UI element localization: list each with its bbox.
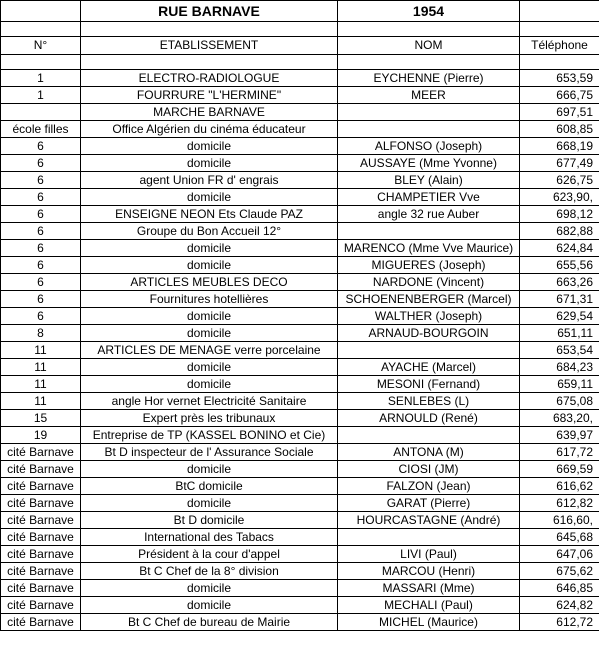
title-empty-cell — [520, 1, 599, 22]
cell-etablissement: Entreprise de TP (KASSEL BONINO et Cie) — [81, 427, 338, 444]
cell-telephone: 639,97 — [520, 427, 599, 444]
cell-telephone: 698,12 — [520, 206, 599, 223]
cell-etablissement: domicile — [81, 597, 338, 614]
cell-num: cité Barnave — [1, 529, 81, 546]
cell-nom: MECHALI (Paul) — [338, 597, 520, 614]
table-row — [1, 393, 599, 410]
cell-nom: CHAMPETIER Vve — [338, 189, 520, 206]
blank-cell — [520, 22, 599, 37]
cell-telephone: 684,23 — [520, 359, 599, 376]
cell-etablissement: MARCHE BARNAVE — [81, 104, 338, 121]
cell-etablissement: domicile — [81, 257, 338, 274]
table-row — [1, 597, 599, 614]
table-row — [1, 512, 599, 529]
table-body — [1, 1, 599, 631]
cell-telephone: 655,56 — [520, 257, 599, 274]
cell-etablissement: angle Hor vernet Electricité Sanitaire — [81, 393, 338, 410]
cell-nom: MIGUERES (Joseph) — [338, 257, 520, 274]
cell-num: 6 — [1, 138, 81, 155]
cell-etablissement: domicile — [81, 325, 338, 342]
table-row — [1, 444, 599, 461]
cell-etablissement: Expert près les tribunaux — [81, 410, 338, 427]
cell-etablissement: domicile — [81, 240, 338, 257]
cell-nom — [338, 427, 520, 444]
cell-telephone: 645,68 — [520, 529, 599, 546]
table-row — [1, 206, 599, 223]
table-row — [1, 495, 599, 512]
cell-nom: MEER — [338, 87, 520, 104]
cell-nom — [338, 342, 520, 359]
cell-etablissement: ELECTRO-RADIOLOGUE — [81, 70, 338, 87]
cell-etablissement: Président à la cour d'appel — [81, 546, 338, 563]
cell-num: 6 — [1, 223, 81, 240]
cell-telephone: 697,51 — [520, 104, 599, 121]
table-row — [1, 427, 599, 444]
table-row — [1, 325, 599, 342]
cell-num: 6 — [1, 155, 81, 172]
cell-telephone: 666,75 — [520, 87, 599, 104]
cell-telephone: 671,31 — [520, 291, 599, 308]
cell-etablissement: domicile — [81, 461, 338, 478]
cell-etablissement: agent Union FR d' engrais — [81, 172, 338, 189]
table-row — [1, 410, 599, 427]
table-row — [1, 291, 599, 308]
cell-telephone: 651,11 — [520, 325, 599, 342]
cell-nom: MESONI (Fernand) — [338, 376, 520, 393]
cell-etablissement: Groupe du Bon Accueil 12° — [81, 223, 338, 240]
cell-nom: angle 32 rue Auber — [338, 206, 520, 223]
table-row — [1, 155, 599, 172]
table-row — [1, 478, 599, 495]
cell-telephone: 624,84 — [520, 240, 599, 257]
cell-num — [1, 104, 81, 121]
cell-telephone: 668,19 — [520, 138, 599, 155]
table-row — [1, 546, 599, 563]
cell-nom: GARAT (Pierre) — [338, 495, 520, 512]
blank-row — [1, 22, 599, 37]
table-row — [1, 529, 599, 546]
cell-etablissement: ARTICLES DE MENAGE verre porcelaine — [81, 342, 338, 359]
cell-telephone: 669,59 — [520, 461, 599, 478]
title-row — [1, 1, 599, 22]
cell-nom: ANTONA (M) — [338, 444, 520, 461]
cell-etablissement: Fournitures hotellières — [81, 291, 338, 308]
cell-etablissement: domicile — [81, 495, 338, 512]
cell-nom: MARCOU (Henri) — [338, 563, 520, 580]
cell-nom: BLEY (Alain) — [338, 172, 520, 189]
cell-etablissement: domicile — [81, 189, 338, 206]
header-row — [1, 37, 599, 55]
cell-num: 8 — [1, 325, 81, 342]
cell-nom: SENLEBES (L) — [338, 393, 520, 410]
cell-nom: FALZON (Jean) — [338, 478, 520, 495]
cell-nom: EYCHENNE (Pierre) — [338, 70, 520, 87]
cell-num: cité Barnave — [1, 614, 81, 631]
cell-nom: ALFONSO (Joseph) — [338, 138, 520, 155]
cell-nom: HOURCASTAGNE (André) — [338, 512, 520, 529]
cell-nom — [338, 121, 520, 138]
table-row — [1, 223, 599, 240]
cell-telephone: 616,60, — [520, 512, 599, 529]
blank-cell — [520, 55, 599, 70]
table-row — [1, 274, 599, 291]
blank-row — [1, 55, 599, 70]
cell-num: cité Barnave — [1, 563, 81, 580]
cell-etablissement: domicile — [81, 359, 338, 376]
table-row — [1, 342, 599, 359]
cell-nom — [338, 104, 520, 121]
table-row — [1, 87, 599, 104]
table-row — [1, 580, 599, 597]
table-row — [1, 359, 599, 376]
year-title: 1954 — [338, 1, 520, 22]
street-title: RUE BARNAVE — [81, 1, 338, 22]
cell-etablissement: ARTICLES MEUBLES DECO — [81, 274, 338, 291]
cell-nom: MASSARI (Mme) — [338, 580, 520, 597]
cell-num: 6 — [1, 172, 81, 189]
cell-telephone: 612,72 — [520, 614, 599, 631]
cell-etablissement: FOURRURE "L'HERMINE" — [81, 87, 338, 104]
table-row — [1, 240, 599, 257]
header-nom: NOM — [338, 37, 520, 55]
table-row — [1, 172, 599, 189]
cell-nom — [338, 223, 520, 240]
cell-num: 6 — [1, 206, 81, 223]
blank-cell — [1, 55, 81, 70]
cell-telephone: 608,85 — [520, 121, 599, 138]
cell-nom: AUSSAYE (Mme Yvonne) — [338, 155, 520, 172]
cell-telephone: 659,11 — [520, 376, 599, 393]
cell-nom: WALTHER (Joseph) — [338, 308, 520, 325]
cell-num: 11 — [1, 342, 81, 359]
cell-num: 19 — [1, 427, 81, 444]
cell-num: cité Barnave — [1, 461, 81, 478]
blank-cell — [81, 22, 338, 37]
cell-num: cité Barnave — [1, 580, 81, 597]
table-row — [1, 189, 599, 206]
header-telephone: Téléphone — [520, 37, 599, 55]
cell-telephone: 675,62 — [520, 563, 599, 580]
cell-etablissement: Bt D inspecteur de l' Assurance Sociale — [81, 444, 338, 461]
cell-etablissement: Bt D domicile — [81, 512, 338, 529]
table-row — [1, 138, 599, 155]
cell-num: cité Barnave — [1, 597, 81, 614]
table-row — [1, 121, 599, 138]
table-row — [1, 104, 599, 121]
table-row — [1, 257, 599, 274]
cell-num: école filles — [1, 121, 81, 138]
cell-num: 11 — [1, 359, 81, 376]
cell-telephone: 626,75 — [520, 172, 599, 189]
cell-telephone: 623,90, — [520, 189, 599, 206]
table-row — [1, 563, 599, 580]
cell-telephone: 683,20, — [520, 410, 599, 427]
cell-etablissement: domicile — [81, 138, 338, 155]
cell-num: 6 — [1, 189, 81, 206]
cell-telephone: 677,49 — [520, 155, 599, 172]
blank-cell — [338, 22, 520, 37]
cell-num: cité Barnave — [1, 495, 81, 512]
cell-nom: AYACHE (Marcel) — [338, 359, 520, 376]
title-empty-cell — [1, 1, 81, 22]
cell-telephone: 646,85 — [520, 580, 599, 597]
cell-telephone: 629,54 — [520, 308, 599, 325]
cell-num: cité Barnave — [1, 478, 81, 495]
cell-nom: LIVI (Paul) — [338, 546, 520, 563]
cell-num: cité Barnave — [1, 512, 81, 529]
cell-telephone: 617,72 — [520, 444, 599, 461]
cell-telephone: 616,62 — [520, 478, 599, 495]
cell-etablissement: BtC domicile — [81, 478, 338, 495]
cell-telephone: 653,54 — [520, 342, 599, 359]
cell-etablissement: domicile — [81, 308, 338, 325]
cell-nom: NARDONE (Vincent) — [338, 274, 520, 291]
cell-telephone: 682,88 — [520, 223, 599, 240]
blank-cell — [1, 22, 81, 37]
cell-nom — [338, 529, 520, 546]
cell-nom: ARNOULD (René) — [338, 410, 520, 427]
cell-num: 15 — [1, 410, 81, 427]
cell-etablissement: International des Tabacs — [81, 529, 338, 546]
cell-num: cité Barnave — [1, 444, 81, 461]
cell-num: 11 — [1, 376, 81, 393]
cell-num: cité Barnave — [1, 546, 81, 563]
cell-num: 1 — [1, 70, 81, 87]
cell-etablissement: ENSEIGNE NEON Ets Claude PAZ — [81, 206, 338, 223]
cell-nom: MICHEL (Maurice) — [338, 614, 520, 631]
cell-num: 6 — [1, 291, 81, 308]
cell-num: 6 — [1, 308, 81, 325]
cell-nom: CIOSI (JM) — [338, 461, 520, 478]
table-row — [1, 70, 599, 87]
header-num: N° — [1, 37, 81, 55]
cell-num: 6 — [1, 240, 81, 257]
table-row — [1, 461, 599, 478]
cell-nom: SCHOENENBERGER (Marcel) — [338, 291, 520, 308]
cell-telephone: 612,82 — [520, 495, 599, 512]
cell-nom: MARENCO (Mme Vve Maurice) — [338, 240, 520, 257]
cell-etablissement: Bt C Chef de la 8° division — [81, 563, 338, 580]
cell-nom: ARNAUD-BOURGOIN — [338, 325, 520, 342]
cell-etablissement: domicile — [81, 580, 338, 597]
cell-telephone: 647,06 — [520, 546, 599, 563]
table-row — [1, 308, 599, 325]
cell-etablissement: domicile — [81, 376, 338, 393]
cell-etablissement: Bt C Chef de bureau de Mairie — [81, 614, 338, 631]
cell-num: 6 — [1, 274, 81, 291]
cell-telephone: 663,26 — [520, 274, 599, 291]
cell-num: 11 — [1, 393, 81, 410]
header-etablissement: ETABLISSEMENT — [81, 37, 338, 55]
cell-telephone: 675,08 — [520, 393, 599, 410]
blank-cell — [338, 55, 520, 70]
blank-cell — [81, 55, 338, 70]
cell-num: 6 — [1, 257, 81, 274]
cell-etablissement: Office Algérien du cinéma éducateur — [81, 121, 338, 138]
cell-etablissement: domicile — [81, 155, 338, 172]
cell-telephone: 624,82 — [520, 597, 599, 614]
cell-telephone: 653,59 — [520, 70, 599, 87]
table-row — [1, 614, 599, 631]
cell-num: 1 — [1, 87, 81, 104]
table-row — [1, 376, 599, 393]
